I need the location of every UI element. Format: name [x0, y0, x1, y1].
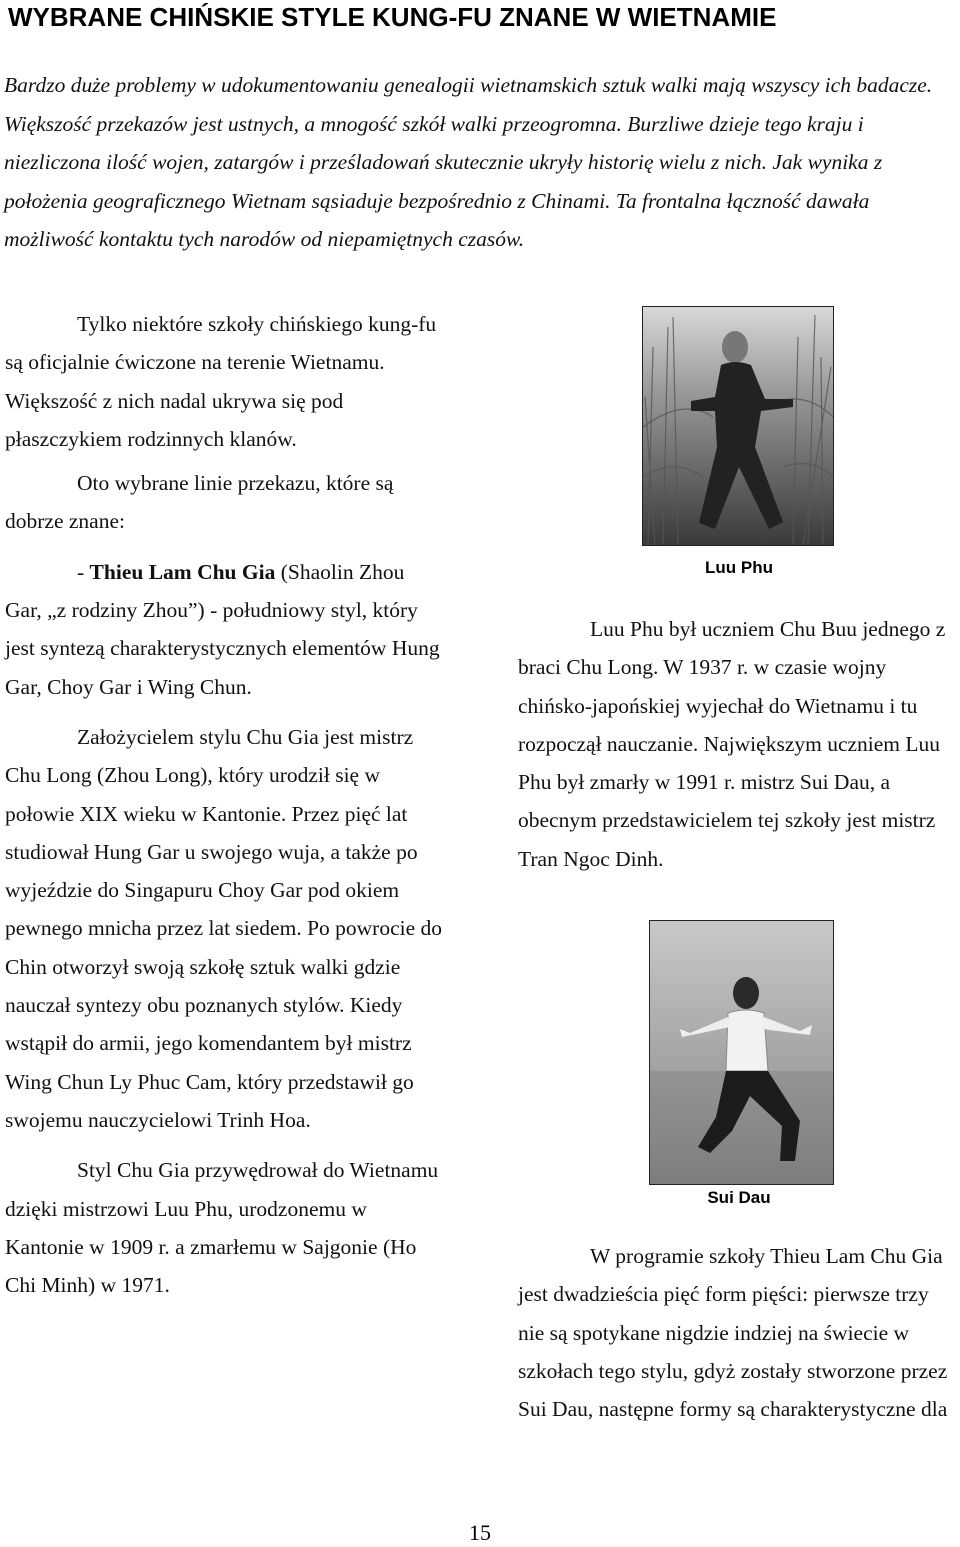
left-paragraph-5: Styl Chu Gia przywędrował do Wietnamu dzięki mistrzowi Luu Phu, urodzonemu w Kantonie w 1909 r. a zmarłemu w Sajgonie (Ho Chi Minh) w 1971. — [5, 1158, 439, 1298]
photo-sui-dau-image — [650, 921, 833, 1184]
photo-luu-phu — [642, 306, 834, 546]
right-paragraph-2: W programie szkoły Thieu Lam Chu Gia jest dwadzieścia pięć form pięści: pierwsze trzy nie są spotykane nigdzie indziej na świecie w szkołach tego stylu, gdyż zostały stworzone przez Sui Dau, następne formy są charakterystyczne dla — [518, 1244, 948, 1422]
left-paragraph-2: Oto wybrane linie przekazu, które są dobrze znane: — [5, 471, 394, 534]
right-column-lower — [518, 1237, 960, 1428]
left-column — [5, 305, 445, 1304]
intro-paragraph: Bardzo duże problemy w udokumentowaniu genealogii wietnamskich sztuk walki mają wszyscy ich badacze. Większość przekazów jest ustnych, a mnogość szkół walki przeogromna. Burzliwe dzieje tego kraju i niezliczona ilość wojen, zatargów i prześladowań skutecznie ukryły historię wielu z nich. Jak wynika z położenia geograficznego Wietnam sąsiaduje bezpośrednio z Chinami. Ta frontalna łączność dawała możliwość kontaktu tych narodów od niepamiętnych czasów. — [4, 73, 933, 251]
style-description: (Shaolin Zhou Gar, „z rodziny Zhou”) - południowy styl, który jest syntezą charakterystycznych elementów Hung Gar, Choy Gar i Wing Chun. — [5, 559, 440, 699]
page-number: 15 — [469, 1520, 491, 1545]
photo-luu-phu-image — [643, 307, 833, 545]
style-list-dash: - — [77, 559, 90, 584]
caption-sui-dau: Sui Dau — [707, 1188, 771, 1207]
right-paragraph-1: Luu Phu był uczniem Chu Buu jednego z braci Chu Long. W 1937 r. w czasie wojny chińsko-japońskiej wyjechał do Wietnamu i tu rozpoczął nauczanie. Największym uczniem Luu Phu był zmarły w 1991 r. mistrz Sui Dau, a obecnym przedstawicielem tej szkoły jest mistrz Tran Ngoc Dinh. — [518, 617, 946, 871]
left-paragraph-3 — [5, 553, 445, 706]
style-name-bold: Thieu Lam Chu Gia — [89, 559, 276, 584]
photo-sui-dau — [649, 920, 834, 1185]
page-title: WYBRANE CHIŃSKIE STYLE KUNG-FU ZNANE W WIETNAMIE — [8, 2, 777, 32]
right-column — [518, 610, 960, 878]
left-paragraph-1: Tylko niektóre szkoły chińskiego kung-fu są oficjalnie ćwiczone na terenie Wietnamu. Większość z nich nadal ukrywa się pod płaszczykiem rodzinnych klanów. — [5, 312, 437, 451]
left-paragraph-4: Założycielem stylu Chu Gia jest mistrz Chu Long (Zhou Long), który urodził się w połowie XIX wieku w Kantonie. Przez pięć lat studiował Hung Gar u swojego wuja, a także po wyjeździe do Singapuru Choy Gar pod okiem pewnego mnicha przez lat siedem. Po powrocie do Chin otworzył swoją szkołę sztuk walki gdzie nauczał syntezy obu poznanych stylów. Kiedy wstąpił do armii, jego komendantem był mistrz Wing Chun Ly Phuc Cam, który przedstawił go swojemu nauczycielowi Trinh Hoa. — [5, 724, 443, 1132]
caption-luu-phu: Luu Phu — [705, 558, 773, 577]
